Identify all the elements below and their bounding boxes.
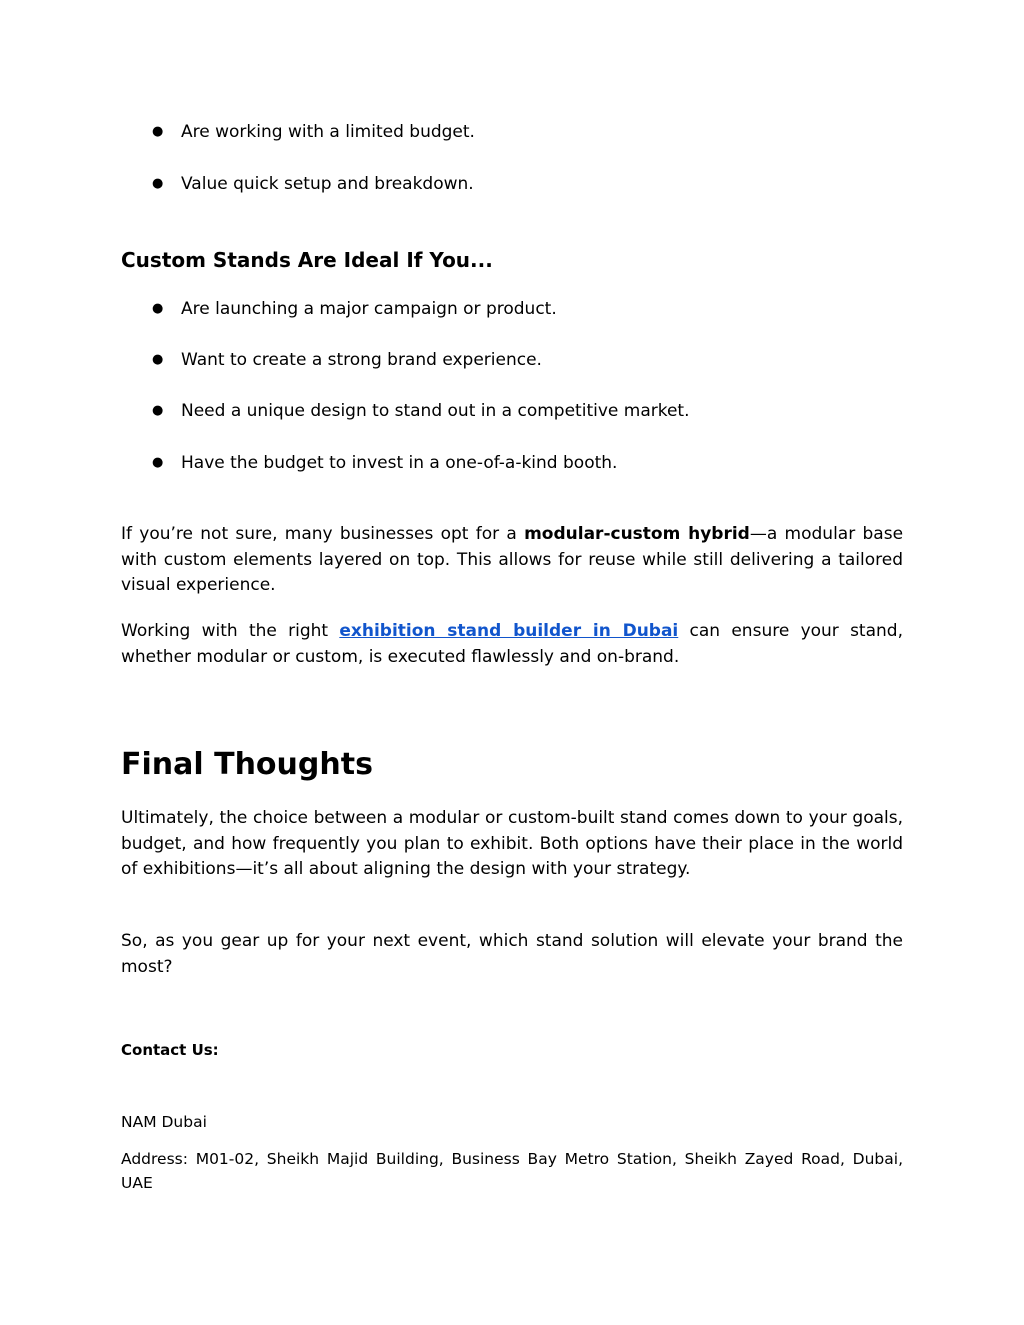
contact-address: Address: M01-02, Sheikh Majid Building, Business Bay Metro Station, Sheikh Zayed Road, Dubai, UAE bbox=[121, 1150, 903, 1192]
list-item bbox=[121, 119, 903, 145]
bullet-dot-icon: ● bbox=[152, 301, 164, 316]
exhibition-stand-builder-link[interactable]: exhibition stand builder in Dubai bbox=[339, 621, 679, 641]
hybrid-term: modular-custom hybrid bbox=[524, 524, 750, 544]
list-item-text: Are launching a major campaign or product. bbox=[181, 299, 557, 319]
hybrid-paragraph-rest: —a modular base with custom elements layered on top. This allows for reuse while still delivering a tailored visual experience. bbox=[121, 524, 904, 596]
builder-paragraph bbox=[121, 619, 903, 670]
list-item bbox=[121, 450, 903, 476]
builder-paragraph-rest: can ensure your stand, whether modular or custom, is executed flawlessly and on-brand. bbox=[121, 621, 903, 667]
bullet-dot-icon: ● bbox=[152, 124, 164, 139]
list-item-text: Want to create a strong brand experience. bbox=[181, 350, 542, 370]
builder-paragraph-lead: Working with the right bbox=[121, 621, 340, 641]
company-name: NAM Dubai bbox=[121, 1113, 207, 1131]
list-item-text: Have the budget to invest in a one-of-a-kind booth. bbox=[181, 453, 618, 473]
final-thoughts-paragraph: Ultimately, the choice between a modular or custom-built stand comes down to your goals, budget, and how frequently you plan to exhibit. Both options have their place in the world of exhibitions—it’s all about aligning the design with your strategy. bbox=[121, 808, 903, 880]
contact-heading: Contact Us: bbox=[121, 1041, 219, 1059]
bullet-dot-icon: ● bbox=[152, 352, 164, 367]
list-item-text: Are working with a limited budget. bbox=[181, 122, 475, 142]
bullet-dot-icon: ● bbox=[152, 455, 164, 470]
hybrid-paragraph-lead: If you’re not sure, many businesses opt for a bbox=[121, 524, 525, 544]
list-item bbox=[121, 347, 903, 373]
section-heading-custom-stands: Custom Stands Are Ideal If You... bbox=[121, 248, 493, 272]
list-item-text: Value quick setup and breakdown. bbox=[181, 174, 474, 194]
hybrid-paragraph bbox=[121, 522, 903, 599]
list-item bbox=[121, 296, 903, 322]
list-item bbox=[121, 171, 903, 197]
bullet-dot-icon: ● bbox=[152, 176, 164, 191]
final-thoughts-heading: Final Thoughts bbox=[121, 747, 373, 782]
closing-question-paragraph: So, as you gear up for your next event, which stand solution will elevate your brand the most? bbox=[121, 931, 903, 977]
list-item bbox=[121, 398, 903, 424]
bullet-dot-icon: ● bbox=[152, 403, 164, 418]
list-item-text: Need a unique design to stand out in a competitive market. bbox=[181, 401, 690, 421]
